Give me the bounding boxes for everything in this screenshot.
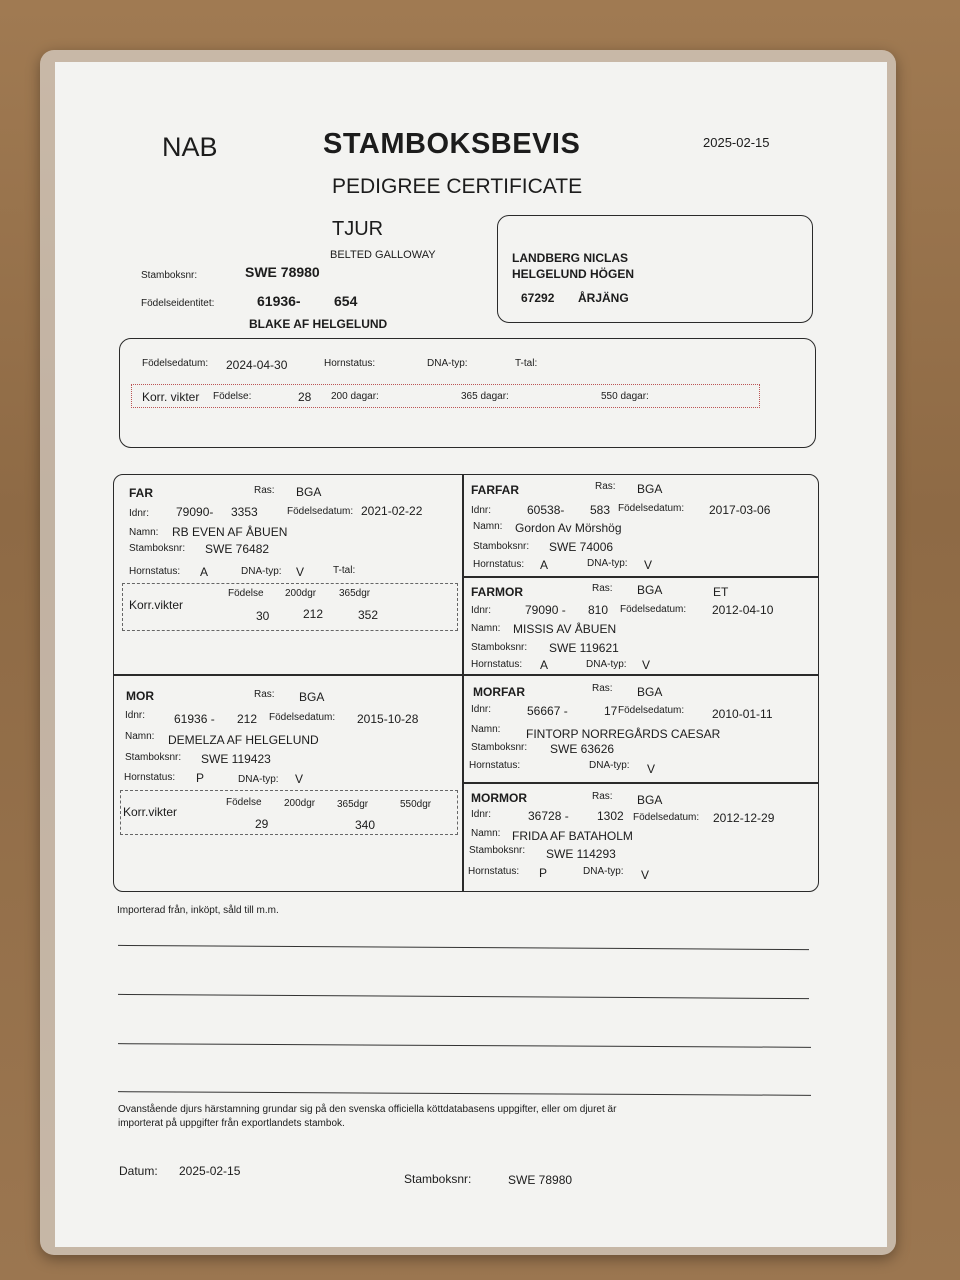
owner-farm: HELGELUND HÖGEN xyxy=(512,267,635,281)
mormor-idnr-label: Idnr: xyxy=(471,809,492,820)
document-date: 2025-02-15 xyxy=(703,135,770,150)
farmor-dna: V xyxy=(642,658,651,672)
far-namn-label: Namn: xyxy=(129,527,159,538)
farfar-fd: 2017-03-06 xyxy=(709,503,771,517)
stamboksnr-label: Stamboksnr: xyxy=(141,270,198,281)
dnatyp-label: DNA-typ: xyxy=(427,358,468,369)
mor-ras-label: Ras: xyxy=(254,689,275,700)
certificate-page xyxy=(55,62,887,1247)
farfar-horn-label: Hornstatus: xyxy=(473,559,525,570)
mor-idnr-herd: 61936 - xyxy=(174,712,215,726)
mormor-namn-label: Namn: xyxy=(471,828,501,839)
farfar-fd-label: Födelsedatum: xyxy=(618,503,685,514)
farmor-sb: SWE 119621 xyxy=(549,641,619,655)
morfar-fd-label: Födelsedatum: xyxy=(618,705,685,716)
far-sb-label: Stamboksnr: xyxy=(129,543,186,554)
mormor-fd: 2012-12-29 xyxy=(713,811,775,825)
mor-korr-label: Korr.vikter xyxy=(123,805,178,819)
weight-200-label: 200 dagar: xyxy=(331,391,379,402)
morfar-ras-label: Ras: xyxy=(592,683,613,694)
mormor-horn: P xyxy=(539,866,548,880)
korr-vikter-label: Korr. vikter xyxy=(142,390,200,404)
disclaimer-line-1: Ovanstående djurs härstamning grundar sig på den svenska officiella köttdatabasens uppgifter, eller om djuret är xyxy=(118,1104,617,1115)
disclaimer-line-2: importerat på uppgifter från exportlandets stambok. xyxy=(118,1118,345,1129)
mor-namn: DEMELZA AF HELGELUND xyxy=(168,733,319,747)
morfar-horn-label: Hornstatus: xyxy=(469,760,521,771)
mor-h1: Födelse xyxy=(226,797,262,808)
morfar-namn: FINTORP NORREGÅRDS CAESAR xyxy=(526,727,721,741)
mormor-idnr-number: 1302 xyxy=(597,809,624,823)
morfar-idnr-herd: 56667 - xyxy=(527,704,568,718)
farmor-idnr-herd: 79090 - xyxy=(525,603,566,617)
far-korr-label: Korr.vikter xyxy=(129,598,184,612)
line-2 xyxy=(118,994,809,1000)
mormor-ras-label: Ras: xyxy=(592,791,613,802)
farfar-namn-label: Namn: xyxy=(473,521,503,532)
far-fd-label: Födelsedatum: xyxy=(287,506,354,517)
mormor-idnr-herd: 36728 - xyxy=(528,809,569,823)
morfar-dna: V xyxy=(647,762,656,776)
mor-v3: 340 xyxy=(355,818,376,832)
mormor-sb-label: Stamboksnr: xyxy=(469,845,526,856)
farfar-ras: BGA xyxy=(637,482,663,496)
animal-sex: TJUR xyxy=(332,218,384,240)
mor-fd: 2015-10-28 xyxy=(357,712,419,726)
fodelseid-label: Födelseidentitet: xyxy=(141,298,215,309)
far-horn: A xyxy=(200,565,209,579)
farfar-ras-label: Ras: xyxy=(595,481,616,492)
animal-stamboksnr: SWE 78980 xyxy=(245,264,320,280)
far-h1: Födelse xyxy=(228,588,264,599)
morfar-fd: 2010-01-11 xyxy=(712,707,773,721)
farmor-fd: 2012-04-10 xyxy=(712,603,774,617)
mor-sb: SWE 119423 xyxy=(201,752,271,766)
farmor-idnr-number: 810 xyxy=(588,603,609,617)
farfar-title: FARFAR xyxy=(471,483,519,497)
footer-datum: 2025-02-15 xyxy=(179,1164,241,1178)
weight-550-label: 550 dagar: xyxy=(601,391,649,402)
org-name: NAB xyxy=(162,132,218,162)
animal-name: BLAKE AF HELGELUND xyxy=(249,317,388,331)
morfar-idnr-label: Idnr: xyxy=(471,704,492,715)
mor-sb-label: Stamboksnr: xyxy=(125,752,182,763)
farmor-fd-label: Födelsedatum: xyxy=(620,604,687,615)
far-namn: RB EVEN AF ÅBUEN xyxy=(172,525,288,539)
far-v2: 212 xyxy=(303,607,324,621)
mormor-sb: SWE 114293 xyxy=(546,847,616,861)
footer-datum-label: Datum: xyxy=(119,1164,158,1178)
fodelsedatum-value: 2024-04-30 xyxy=(226,358,288,372)
farmor-sb-label: Stamboksnr: xyxy=(471,642,528,653)
footer-sb-label: Stamboksnr: xyxy=(404,1172,472,1186)
morfar-sb: SWE 63626 xyxy=(550,742,615,756)
mormor-dna-label: DNA-typ: xyxy=(583,866,624,877)
far-dna-label: DNA-typ: xyxy=(241,566,282,577)
mor-h4: 550dgr xyxy=(400,799,432,810)
farfar-sb-label: Stamboksnr: xyxy=(473,541,530,552)
farmor-namn: MISSIS AV ÅBUEN xyxy=(513,622,617,636)
owner-zip: 67292 xyxy=(521,291,555,305)
farfar-idnr-number: 583 xyxy=(590,503,611,517)
farfar-namn: Gordon Av Mörshög xyxy=(515,521,622,535)
grid-line-mother-side xyxy=(463,782,818,784)
farmor-title: FARMOR xyxy=(471,585,523,599)
morfar-dna-label: DNA-typ: xyxy=(589,760,630,771)
farmor-horn: A xyxy=(540,658,549,672)
line-3 xyxy=(118,1043,811,1048)
far-v3: 352 xyxy=(358,608,379,622)
far-idnr-herd: 79090- xyxy=(176,505,214,519)
owner-city: ÅRJÄNG xyxy=(578,291,629,305)
grid-line-father-side xyxy=(463,576,818,578)
mormor-ras: BGA xyxy=(637,793,663,807)
mor-dna-label: DNA-typ: xyxy=(238,774,279,785)
mormor-fd-label: Födelsedatum: xyxy=(633,812,700,823)
animal-breed: BELTED GALLOWAY xyxy=(330,249,436,261)
mor-namn-label: Namn: xyxy=(125,731,155,742)
far-title: FAR xyxy=(129,486,153,500)
far-ras-label: Ras: xyxy=(254,485,275,496)
farfar-idnr-label: Idnr: xyxy=(471,505,492,516)
mormor-namn: FRIDA AF BATAHOLM xyxy=(512,829,633,843)
morfar-sb-label: Stamboksnr: xyxy=(471,742,528,753)
far-h3: 365dgr xyxy=(339,588,371,599)
fodelseid-herd: 61936- xyxy=(257,293,301,309)
imported-label: Importerad från, inköpt, såld till m.m. xyxy=(117,905,279,916)
mor-h3: 365dgr xyxy=(337,799,369,810)
mor-ras: BGA xyxy=(299,690,325,704)
document-title: STAMBOKSBEVIS xyxy=(323,128,581,160)
mor-fd-label: Födelsedatum: xyxy=(269,712,336,723)
mor-horn-label: Hornstatus: xyxy=(124,772,176,783)
farfar-dna: V xyxy=(644,558,653,572)
far-idnr-number: 3353 xyxy=(231,505,258,519)
ttal-label: T-tal: xyxy=(515,358,538,369)
mormor-title: MORMOR xyxy=(471,791,527,805)
farmor-dna-label: DNA-typ: xyxy=(586,659,627,670)
footer-sb: SWE 78980 xyxy=(508,1173,573,1187)
grid-divider xyxy=(462,475,464,891)
mor-dna: V xyxy=(295,772,304,786)
farmor-et: ET xyxy=(713,585,729,599)
fodelse-label: Födelse: xyxy=(213,391,252,402)
fodelse-weight: 28 xyxy=(298,390,312,404)
far-dna: V xyxy=(296,565,305,579)
mor-title: MOR xyxy=(126,689,154,703)
mor-idnr-number: 212 xyxy=(237,712,258,726)
mor-idnr-label: Idnr: xyxy=(125,710,146,721)
morfar-ras: BGA xyxy=(637,685,663,699)
far-h2: 200dgr xyxy=(285,588,317,599)
line-1 xyxy=(118,945,809,951)
far-v1: 30 xyxy=(256,609,270,623)
far-horn-label: Hornstatus: xyxy=(129,566,181,577)
line-4 xyxy=(118,1091,811,1096)
farmor-idnr-label: Idnr: xyxy=(471,605,492,616)
mormor-dna: V xyxy=(641,868,650,882)
morfar-idnr-number: 17 xyxy=(604,704,618,718)
morfar-title: MORFAR xyxy=(473,685,525,699)
farmor-namn-label: Namn: xyxy=(471,623,501,634)
weight-365-label: 365 dagar: xyxy=(461,391,509,402)
mor-v1: 29 xyxy=(255,817,269,831)
far-idnr-label: Idnr: xyxy=(129,508,150,519)
far-sb: SWE 76482 xyxy=(205,542,270,556)
owner-name: LANDBERG NICLAS xyxy=(512,251,628,265)
morfar-namn-label: Namn: xyxy=(471,724,501,735)
farmor-horn-label: Hornstatus: xyxy=(471,659,523,670)
hornstatus-label: Hornstatus: xyxy=(324,358,376,369)
farmor-ras-label: Ras: xyxy=(592,583,613,594)
farfar-horn: A xyxy=(540,558,549,572)
far-fd: 2021-02-22 xyxy=(361,504,423,518)
farfar-idnr-herd: 60538- xyxy=(527,503,565,517)
document-subtitle: PEDIGREE CERTIFICATE xyxy=(332,175,583,198)
fodelsedatum-label: Födelsedatum: xyxy=(142,358,209,369)
mor-horn: P xyxy=(196,771,205,785)
farmor-ras: BGA xyxy=(637,583,663,597)
far-ttal-label: T-tal: xyxy=(333,565,356,576)
fodelseid-number: 654 xyxy=(334,293,358,309)
mormor-horn-label: Hornstatus: xyxy=(468,866,520,877)
farfar-sb: SWE 74006 xyxy=(549,540,614,554)
grid-midline xyxy=(114,674,818,676)
mor-h2: 200dgr xyxy=(284,798,316,809)
farfar-dna-label: DNA-typ: xyxy=(587,558,628,569)
far-ras: BGA xyxy=(296,485,322,499)
